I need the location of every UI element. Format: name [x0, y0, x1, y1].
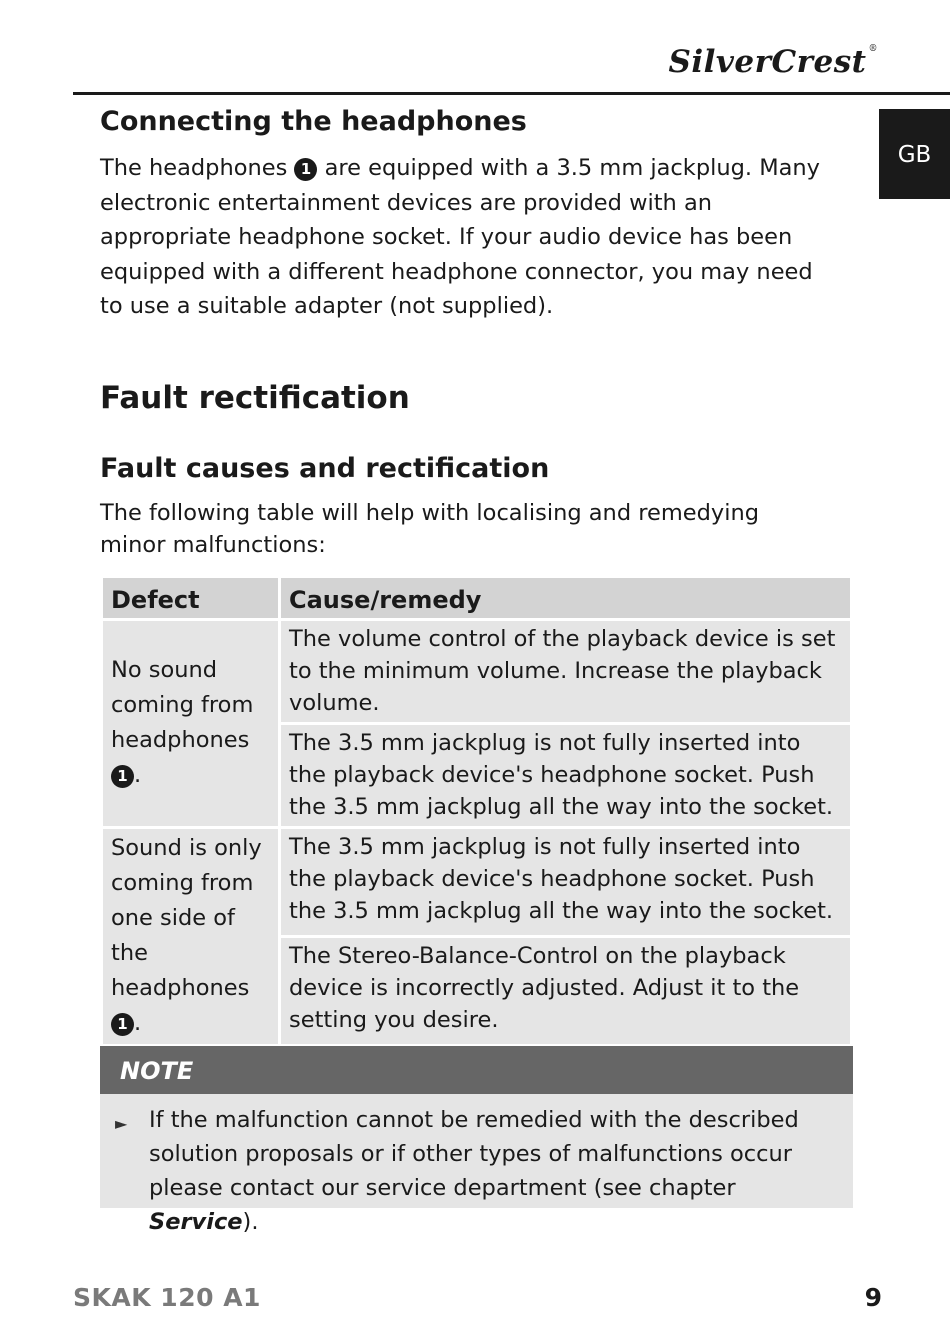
table-row	[103, 829, 850, 935]
table-header-row	[103, 578, 850, 618]
page-number: 9	[864, 1283, 882, 1312]
fault-heading: Fault rectification	[100, 380, 410, 416]
header-rule	[73, 92, 950, 95]
cause-cell: The volume control of the playback device is set to the minimum volume. Increase the playback volume.	[281, 621, 850, 722]
note-text: ► If the malfunction cannot be remedied with the described solution proposals or if other types of malfunctions occur please contact our service department (see chapter Service).	[115, 1107, 799, 1235]
headphones-ref-badge: 1	[111, 1013, 134, 1036]
defect-cell: Sound is only coming from one side of the headphones 1 .	[103, 829, 278, 1044]
footer-model: SKAK 120 A1	[73, 1283, 261, 1312]
defect-cell: No sound coming from headphones 1 .	[103, 621, 278, 826]
cause-cell: The Stereo-Balance-Control on the playback device is incorrectly adjusted. Adjust it to the setting you desire.	[281, 938, 850, 1044]
column-header-defect: Defect	[103, 578, 278, 618]
registered-mark: ®	[868, 44, 878, 54]
service-chapter-ref: Service	[149, 1209, 243, 1235]
language-tab: GB	[879, 109, 950, 199]
connecting-heading: Connecting the headphones	[100, 106, 527, 137]
headphones-ref-badge: 1	[111, 765, 134, 788]
note-box	[100, 1046, 853, 1235]
cause-cell: The 3.5 mm jackplug is not fully inserted into the playback device's headphone socket. Push the 3.5 mm jackplug all the way into the socket.	[281, 829, 850, 935]
bullet-arrow-icon: ►	[115, 1114, 128, 1133]
cause-cell: The 3.5 mm jackplug is not fully inserted into the playback device's headphone socket. Push the 3.5 mm jackplug all the way into the socket.	[281, 725, 850, 826]
brand-logo: SilverCrest ®	[668, 44, 878, 80]
table-row	[103, 621, 850, 722]
fault-table	[100, 575, 853, 1047]
note-title: NOTE	[100, 1046, 853, 1094]
fault-subheading: Fault causes and rectification	[100, 453, 550, 484]
fault-intro: The following table will help with localising and remedying minor malfunctions:	[100, 500, 760, 558]
headphones-ref-badge: 1	[294, 158, 317, 181]
connecting-paragraph: The headphones 1 are equipped with a 3.5 mm jackplug. Many electronic entertainment devices are provided with an appropriate headphone socket. If your audio device has been equipped with a different headphone connector, you may need to use a suitable adapter (not supplied).	[100, 155, 820, 319]
column-header-cause: Cause/remedy	[281, 578, 850, 618]
